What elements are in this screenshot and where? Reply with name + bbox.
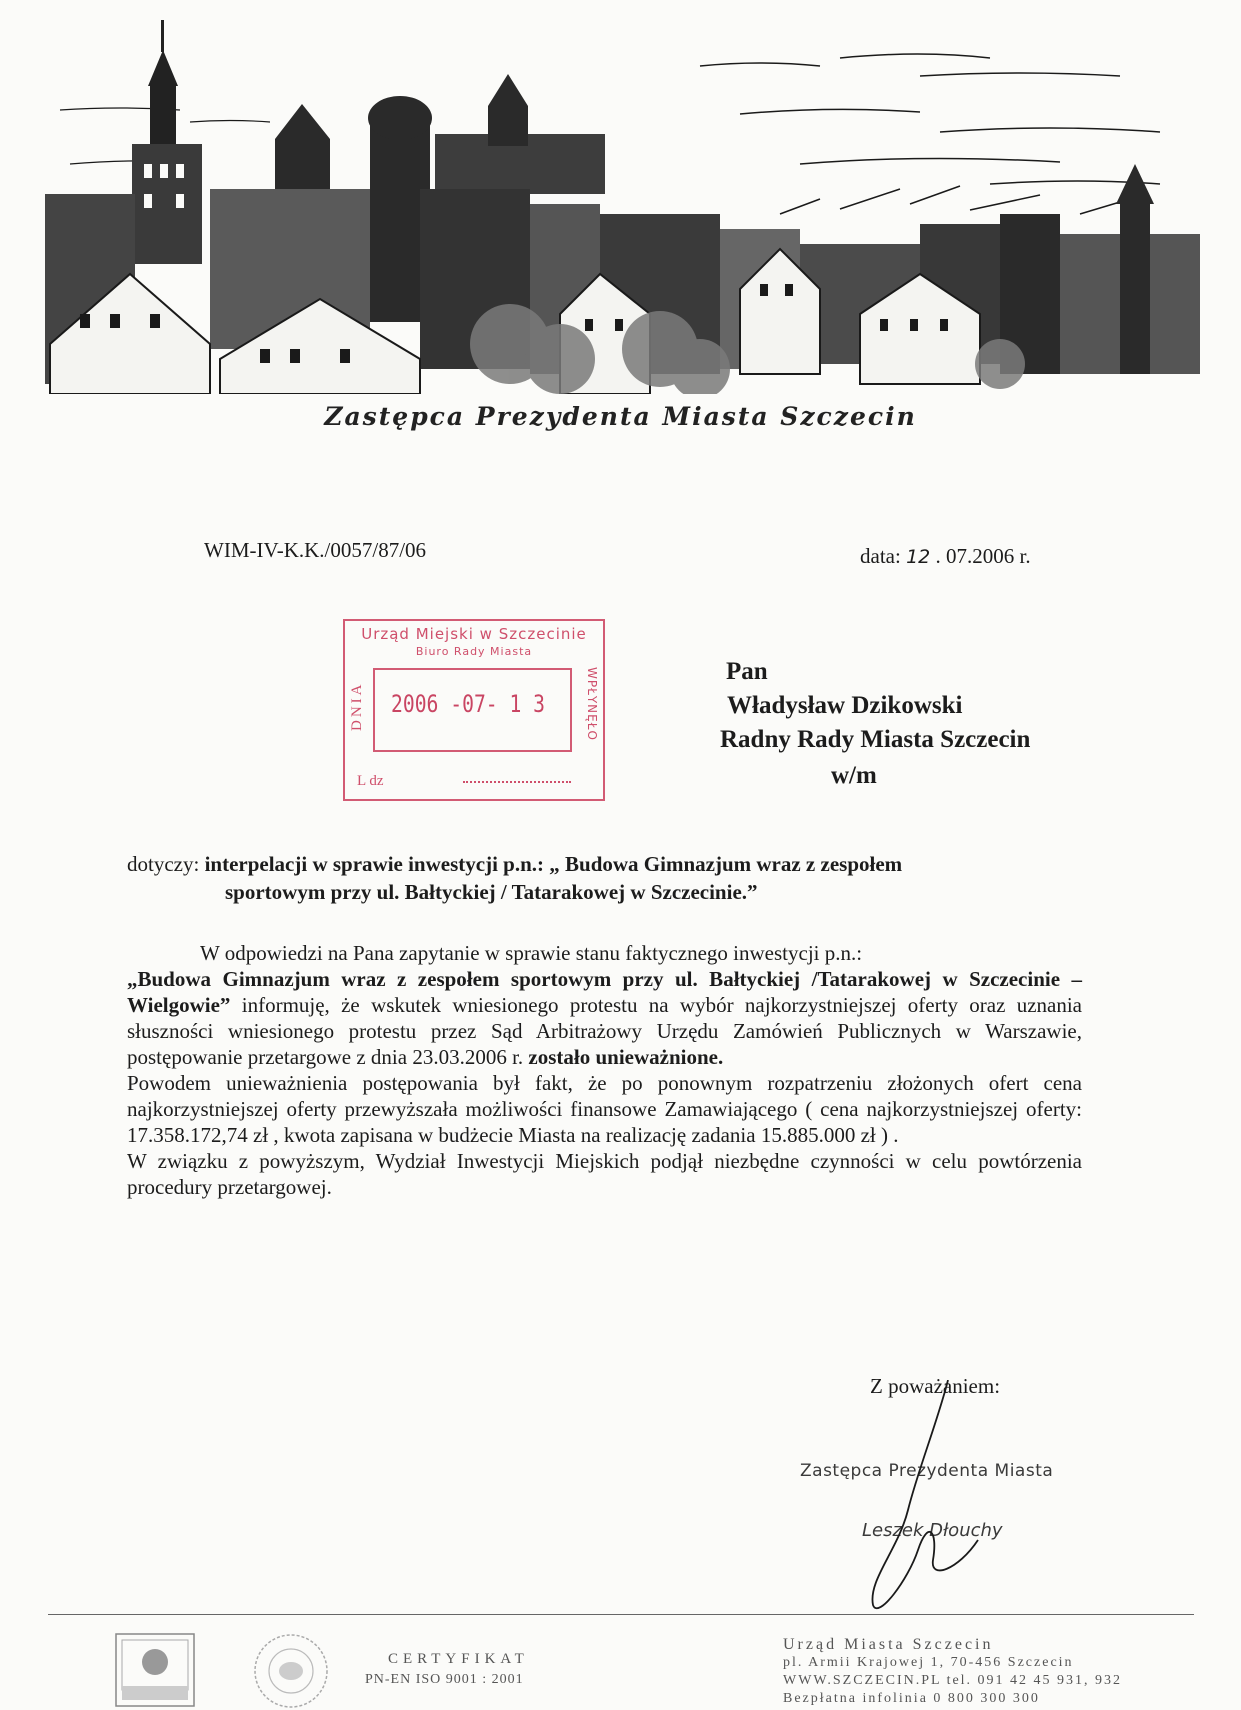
footer-address (783, 1636, 1122, 1708)
footer-address-line: pl. Armii Krajowej 1, 70-456 Szczecin (783, 1655, 1074, 1670)
handwritten-signature (848, 1380, 998, 1620)
stamp-office: Urząd Miejski w Szczecinie (361, 625, 587, 643)
body-p1-end: zostało unieważnione. (528, 1045, 724, 1069)
footer-address-line: Urząd Miasta Szczecin (783, 1636, 994, 1653)
body-paragraph-2: Powodem unieważnienia postępowania był fakt, że po ponownym rozpatrzeniu złożonych ofert cena najkorzystniejszej oferty przewyższała możliwości finansowe Zamawiającego ( cena najkorzystniejszej oferty: 17.358.172,74 zł , kwota zapisana w budżecie Miasta na realizację zadania 15.885.000 zł ) . (127, 1071, 1082, 1147)
stamp-registry-label: L dz (357, 773, 384, 789)
footer-address-line: WWW.SZCZECIN.PL tel. 091 42 45 931, 932 (783, 1673, 1123, 1688)
footer-address-line: Bezpłatna infolinia 0 800 300 300 (783, 1691, 1040, 1706)
signer-name-stamp: Leszek Dłouchy (862, 1520, 1003, 1541)
body-paragraph-3: W związku z powyższym, Wydział Inwestycji Miejskich podjął niezbędne czynności w celu powtórzenia procedury przetargowej. (127, 1149, 1082, 1199)
addressee-name: Władysław Dzikowski (727, 692, 963, 719)
date-day-handwritten: 12 (906, 546, 931, 568)
letter-body (127, 940, 1082, 1200)
received-stamp (343, 619, 605, 801)
certificate-norm: PN-EN ISO 9001 : 2001 (365, 1672, 524, 1687)
city-skyline-illustration (40, 14, 1210, 394)
date-rest: . 07.2006 r. (935, 544, 1031, 568)
date-label: data: (860, 544, 901, 568)
stamp-department: Biuro Rady Miasta (415, 645, 533, 658)
certification-seal-icon (250, 1632, 332, 1710)
pcbc-logo-icon (112, 1630, 198, 1710)
stamp-date-box (373, 668, 572, 752)
footer-divider (48, 1614, 1194, 1615)
deputy-title-stamp: Zastępca Prezydenta Miasta (800, 1461, 1054, 1481)
body-paragraph-1 (127, 940, 1082, 1070)
subject-text-1: interpelacji w sprawie inwestycji p.n.: „ Budowa Gimnazjum wraz z zespołem (204, 852, 903, 876)
addressee-suffix: w/m (831, 762, 877, 789)
addressee-salutation: Pan (726, 658, 768, 685)
office-title: Zastępca Prezydenta Miasta Szczecin (324, 402, 917, 431)
stamp-right-label: WPŁYNĘŁO (585, 667, 599, 741)
body-p1-start: W odpowiedzi na Pana zapytanie w sprawie stanu faktycznego inwestycji p.n.: (200, 941, 863, 965)
body-p1-mid: informuję, że wskutek wniesionego protestu na wybór najkorzystniejszej oferty oraz uznania słuszności wniesionego protestu przez Sąd Arbitrażowy Urzędu Zamówień Publicznych w Warszawie, postępowanie przetargowe z dnia 23.03.2006 r. (127, 993, 1082, 1069)
certificate-title: CERTYFIKAT (388, 1651, 529, 1667)
subject-line (127, 849, 902, 880)
subject-label: dotyczy: (127, 852, 200, 876)
body-p1-project: „Budowa Gimnazjum wraz z zespołem sportowym przy ul. Bałtyckiej /Tatarakowej w Szczecinie – Wielgowie” (127, 967, 1082, 1017)
addressee-role: Radny Rady Miasta Szczecin (720, 726, 1031, 753)
subject-text-2: sportowym przy ul. Bałtyckiej / Tatarakowej w Szczecinie.” (225, 880, 758, 904)
letter-date (860, 544, 1031, 569)
closing-greeting: Z poważaniem: (870, 1374, 1001, 1398)
reference-number: WIM-IV-K.K./0057/87/06 (204, 538, 427, 562)
stamp-date: 2006 -07- 1 3 (391, 690, 546, 718)
stamp-left-label: DNIA (349, 681, 365, 731)
stamp-registry-line (463, 781, 571, 783)
